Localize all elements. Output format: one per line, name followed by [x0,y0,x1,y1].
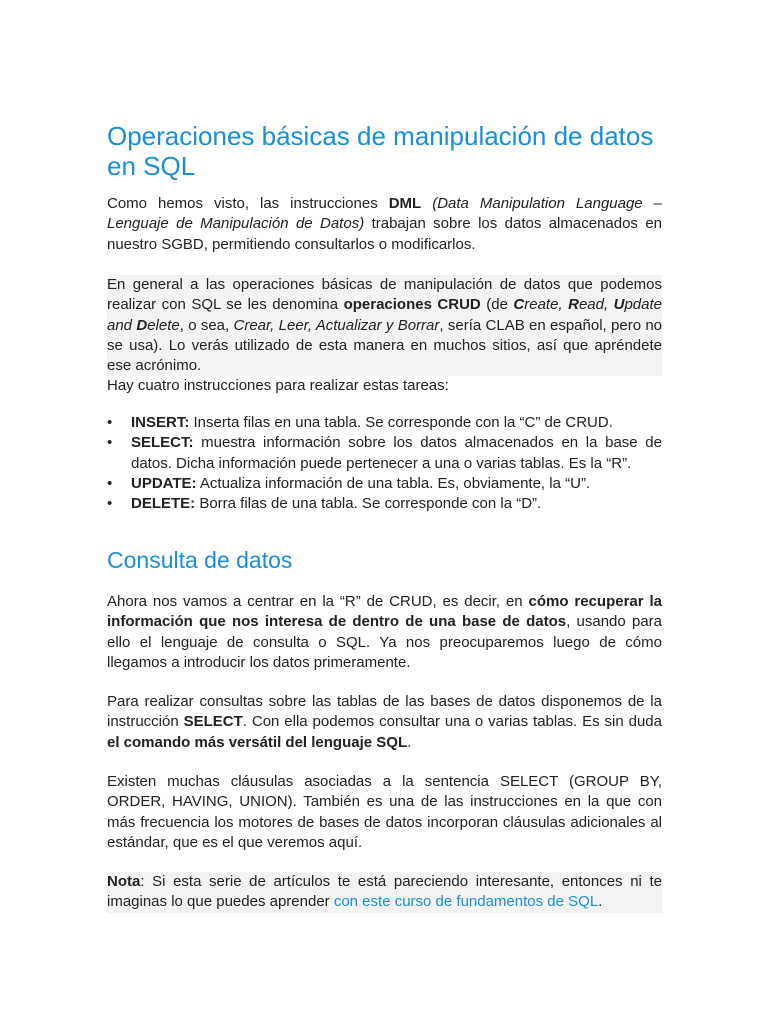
four-instructions-line: Hay cuatro instrucciones para realizar estas tareas: [107,377,449,394]
crud-word-create: reate, [524,296,569,314]
section-heading: Consulta de datos [107,547,293,573]
note-label: Nota [107,873,141,890]
intro-dml-expansion: (Data Manipulation Language – Lenguaje de Manipulación de Datos) [107,195,662,233]
instruction-list [107,413,662,514]
list-item-text: muestra información sobre los datos almacenados en la base de datos. Dicha información puede pertenecer a una o varias tablas. Es la “R”. [131,434,662,472]
intro-text-3: trabajan sobre los datos almacenados en nuestro SGBD, permitiendo consultarlos o modificarlos. [107,215,662,253]
course-link[interactable]: con este curso de fundamentos de SQL [333,893,599,911]
crud-letter-r: R [568,296,579,314]
crud-text-2: (de [480,296,514,314]
crud-word-read: ead, [578,296,614,314]
p2-text-2: . Con ella podemos consultar una o varias tablas. Es sin duda [242,713,662,731]
list-item-keyword: SELECT: [131,434,194,452]
crud-text-4: , sería CLAB en español, pero no se usa). Lo verás utilizado de esta manera en muchos sitios, así que apréndete ese acrónimo. [107,316,663,375]
intro-dml: DML [388,195,422,212]
list-item [107,494,662,514]
list-item [107,433,662,474]
list-item-keyword: UPDATE: [131,474,197,492]
list-item [107,474,662,494]
list-item-keyword: INSERT: [131,414,190,431]
p2-text-1: Para realizar consultas sobre las tablas de las bases de datos disponemos de la instrucción [107,693,662,731]
note-text-2: . [598,893,603,911]
crud-spanish: Crear, Leer, Actualizar y Borrar [233,316,440,334]
crud-text-3: , o sea, [179,316,234,334]
crud-bold: operaciones CRUD [343,296,481,314]
intro-paragraph [107,194,662,255]
paragraph-crud-r [107,592,662,673]
list-item-text: Actualiza información de una tabla. Es, obviamente, la “U”. [196,474,591,492]
crud-letter-d: D [136,316,148,334]
p1-text-1: Ahora nos vamos a centrar en la “R” de CRUD, es decir, en [107,593,529,610]
crud-letter-c: C [513,296,525,314]
p1-bold: cómo recuperar la información que nos interesa de dentro de una base de datos [107,593,663,631]
crud-letter-u: U [613,296,625,314]
p1-text-2: , usando para ello el lenguaje de consulta o SQL. Ya nos preocuparemos luego de cómo llegamos a introducir los datos primeramente. [107,613,662,671]
crud-paragraph [107,275,662,376]
p2-bold-versatile: el comando más versátil del lenguaje SQL [107,733,408,751]
list-item-text: Borra filas de una tabla. Se corresponde con la “D”. [195,495,542,513]
crud-text-1: En general a las operaciones básicas de manipulación de datos que podemos realizar con SQL se les denomina [107,276,662,314]
paragraph-select [107,692,662,753]
intro-text-2 [421,195,432,212]
list-item-text: Inserta filas en una tabla. Se corresponde con la “C” de CRUD. [189,414,613,431]
crud-word-update: pdate and [107,296,662,334]
list-item [107,413,662,433]
intro-text-1: Como hemos visto, las instrucciones [107,195,389,212]
list-item-keyword: DELETE: [131,495,196,513]
note-text-1: : Si esta serie de artículos te está pareciendo interesante, entonces ni te imaginas lo que puedes aprender [107,873,662,911]
paragraph-clauses: Existen muchas cláusulas asociadas a la sentencia SELECT (GROUP BY, ORDER, HAVING, UNION). También es una de las instrucciones en la que con más frecuencia los motores de bases de datos incorporan cláusulas adicionales al estándar, que es el que veremos aquí. [107,773,662,851]
p2-bold-select: SELECT [183,713,243,731]
page-title: Operaciones básicas de manipulación de datos en SQL [107,121,654,181]
p2-text-3: . [407,733,412,751]
note-paragraph [107,872,662,913]
crud-word-delete: elete [147,316,180,334]
